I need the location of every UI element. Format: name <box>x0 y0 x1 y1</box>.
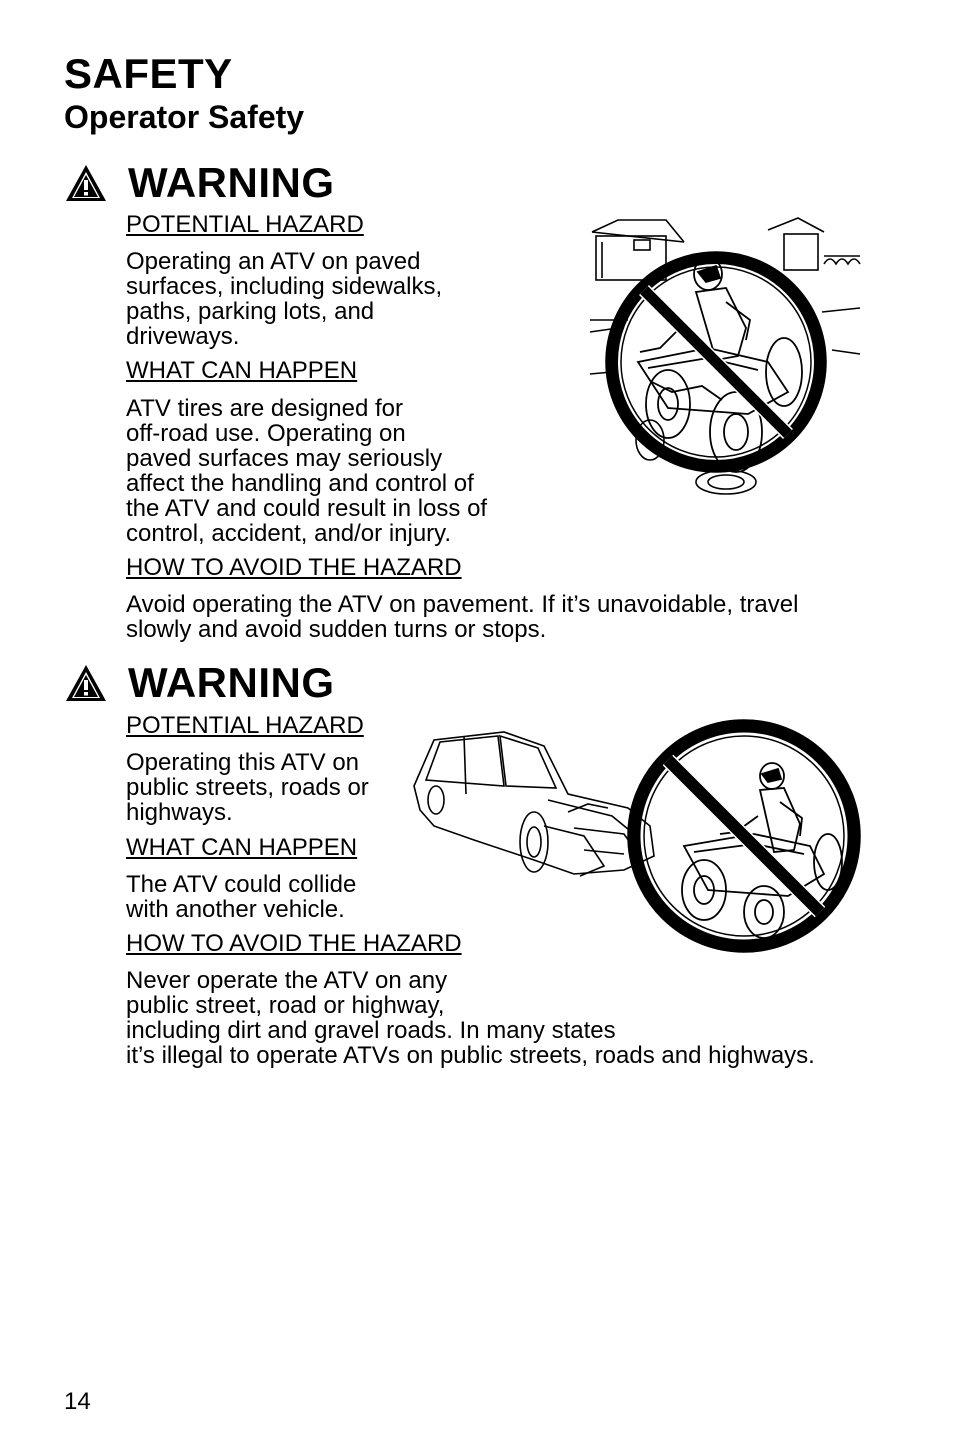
warning-heading <box>64 659 335 706</box>
what-can-happen-label: WHAT CAN HAPPEN <box>126 357 358 384</box>
potential-hazard-text: Operating an ATV on paved surfaces, including sidewalks, paths, parking lots, and driveways. <box>126 248 443 350</box>
warning-title: WARNING <box>128 659 335 706</box>
warning-triangle-icon <box>64 163 108 203</box>
potential-hazard-label: POTENTIAL HAZARD <box>126 712 364 739</box>
what-can-happen-label: WHAT CAN HAPPEN <box>126 834 358 861</box>
warning-triangle-icon <box>64 663 108 703</box>
section-title: SAFETY <box>64 50 233 97</box>
potential-hazard-label: POTENTIAL HAZARD <box>126 211 364 238</box>
how-to-avoid-text: Avoid operating the ATV on pavement. If it’s unavoidable, travel slowly and avoid sudden turns or stops. <box>126 591 799 643</box>
what-can-happen-text: ATV tires are designed for off-road use. Operating on paved surfaces may seriously affect the handling and control of the ATV and could result in loss of control, accident, and/or injury. <box>126 395 488 547</box>
no-atv-on-public-roads-illustration <box>404 716 864 954</box>
page-number: 14 <box>64 1388 91 1415</box>
no-atv-on-pavement-illustration <box>588 212 862 504</box>
how-to-avoid-text: Never operate the ATV on any public street, road or highway, including dirt and gravel roads. In many states it’s illegal to operate ATVs on public streets, roads and highways. <box>126 967 815 1069</box>
what-can-happen-text: The ATV could collide with another vehicle. <box>126 871 357 923</box>
section-subtitle: Operator Safety <box>64 99 305 135</box>
warning-title: WARNING <box>128 159 335 206</box>
potential-hazard-text: Operating this ATV on public streets, roads or highways. <box>126 749 369 826</box>
how-to-avoid-label: HOW TO AVOID THE HAZARD <box>126 554 462 581</box>
how-to-avoid-label: HOW TO AVOID THE HAZARD <box>126 930 462 957</box>
warning-heading <box>64 159 335 206</box>
